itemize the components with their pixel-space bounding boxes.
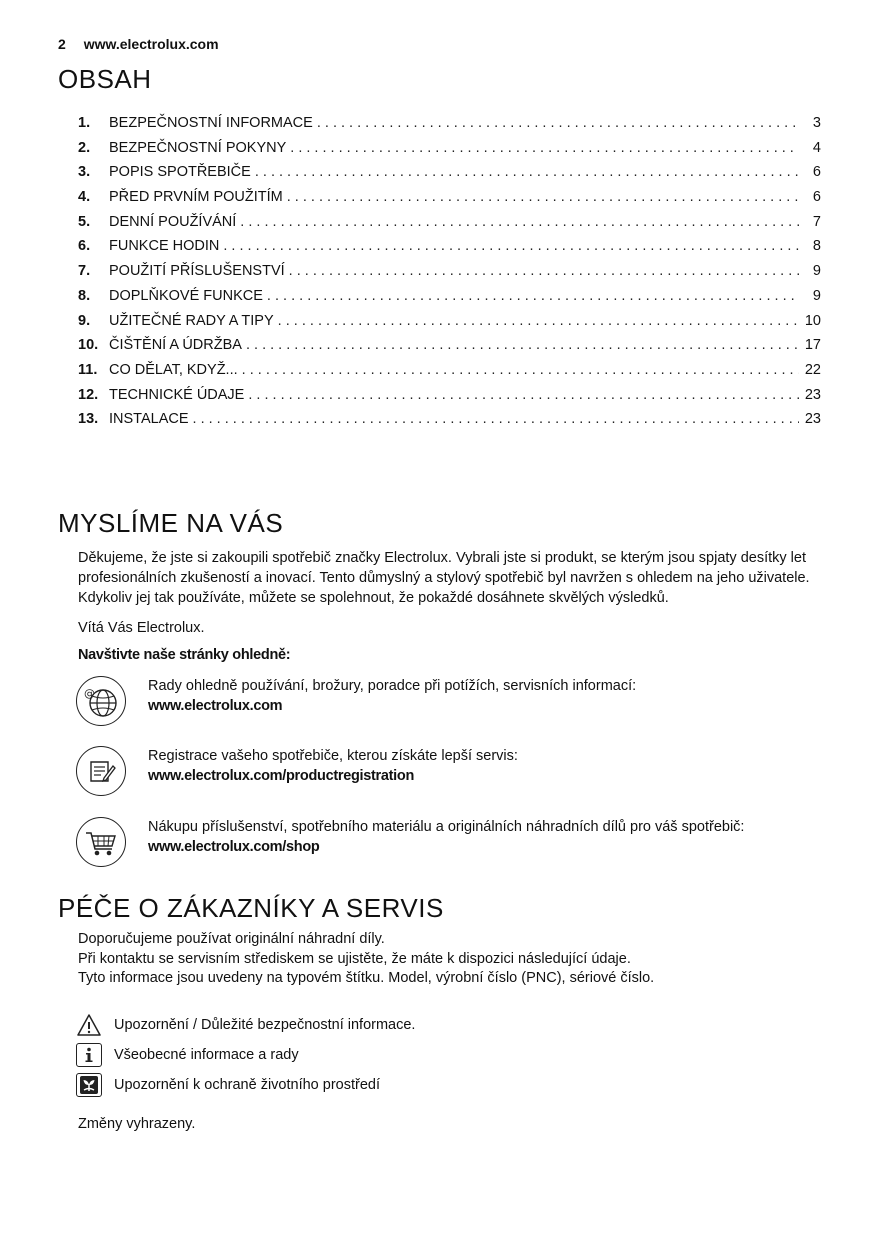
toc-item-page: 10 [804,312,821,329]
footer-note: Změny vyhrazeny. [78,1116,196,1132]
toc-item[interactable] [78,164,821,189]
service-line: Tyto informace jsou uvedeny na typovém štítku. Model, výrobní číslo (PNC), sériové číslo. [78,970,655,986]
toc-item-number: 13. [78,411,99,428]
toc-dot-leader [223,238,799,254]
toc-item-number: 5. [78,213,91,230]
toc-item[interactable] [78,263,821,288]
service-paragraph [78,930,823,989]
toc-item[interactable] [78,189,821,214]
toc-item-title: UŽITEČNÉ RADY A TIPY [109,312,274,329]
toc-dot-leader [287,189,799,205]
toc-item-page: 7 [812,213,821,230]
toc-item[interactable] [78,115,821,140]
link-product-registration[interactable]: www.electrolux.com/productregistration [148,768,415,784]
globe-icon [76,676,126,726]
toc-item-page: 23 [804,386,821,403]
toc-item[interactable] [78,313,821,338]
toc-item-page: 4 [812,139,821,156]
symbol-warning-text: Upozornění / Důležité bezpečnostní informace. [114,1017,416,1033]
info-icon [76,1043,102,1067]
toc-item-title: FUNKCE HODIN [109,238,220,255]
toc-item[interactable] [78,238,821,263]
page-header [58,36,219,52]
toc-dot-leader [255,164,799,180]
toc-item-page: 6 [812,164,821,181]
visit-item-shop-text: Nákupu příslušenství, spotřebního materiálu a originálních náhradních dílů pro váš spotřebič: [148,819,745,835]
toc-item-title: DENNÍ POUŽÍVÁNÍ [109,213,237,230]
toc-item-page: 6 [812,189,821,206]
toc-item-page: 22 [804,361,821,378]
toc-item-number: 7. [78,263,91,280]
section-title-service: PÉČE O ZÁKAZNÍKY A SERVIS [58,893,444,923]
toc-item[interactable] [78,387,821,412]
toc-dot-leader [290,140,799,156]
toc-item-page: 23 [804,411,821,428]
service-line: Doporučujeme používat originální náhradní díly. [78,931,385,947]
toc-item[interactable] [78,411,821,436]
toc-item-number: 11. [78,361,98,378]
toc-item-page: 17 [804,337,821,354]
toc-item[interactable] [78,214,821,239]
toc-item-page: 9 [812,287,821,304]
toc-title: OBSAH [58,64,152,94]
toc-item[interactable] [78,140,821,165]
toc-item-title: PŘED PRVNÍM POUŽITÍM [109,189,283,206]
toc-item-number: 2. [78,139,91,156]
symbol-warning [76,1012,415,1038]
symbol-environment [76,1072,380,1098]
toc-item-number: 3. [78,164,91,181]
toc-item[interactable] [78,288,821,313]
page-number: 2 [58,36,66,52]
visit-item-support-text: Rady ohledně používání, brožury, poradce při potížích, servisních informací: [148,678,637,694]
shopping-cart-icon [76,817,126,867]
toc-dot-leader [242,362,799,378]
toc-item-number: 6. [78,238,91,255]
warning-icon [76,1013,102,1037]
toc-dot-leader [289,263,799,279]
toc-dot-leader [193,411,799,427]
toc-item-title: POUŽITÍ PŘÍSLUŠENSTVÍ [109,263,285,280]
symbol-info [76,1042,299,1068]
svg-text:@: @ [84,687,95,700]
toc-item-title: DOPLŇKOVÉ FUNKCE [109,287,263,304]
toc-item-number: 8. [78,287,91,304]
symbol-info-text: Všeobecné informace a rady [114,1047,299,1063]
toc-item-page: 3 [812,115,821,131]
visit-item-registration-text: Registrace vašeho spotřebiče, kterou získáte lepší servis: [148,748,518,764]
toc-item-title: CO DĚLAT, KDYŽ... [109,361,238,378]
toc-dot-leader [248,387,799,403]
toc-item-title: ČIŠTĚNÍ A ÚDRŽBA [109,337,242,354]
toc-dot-leader [278,313,799,329]
toc-item-number: 1. [78,115,91,131]
visit-heading: Navštivte naše stránky ohledně: [78,647,291,663]
welcome-text: Vítá Vás Electrolux. [78,620,205,636]
registration-icon [76,746,126,796]
toc-item-title: INSTALACE [109,411,189,428]
environment-icon [76,1073,102,1097]
intro-paragraph: Děkujeme, že jste si zakoupili spotřebič značky Electrolux. Vybrali jste si produkt, se kterým jsou spjaty desítky let profesionálních zkušeností a inovací. Tento důmyslný a stylový spotřebič byl navržen s ohledem na jeho uživatele. Kdykoliv jej tak používáte, můžete se spolehnout, že pokaždé dosáhnete skvělých výsledků. [78,550,810,606]
toc-item-number: 4. [78,189,91,206]
symbol-environment-text: Upozornění k ochraně životního prostředí [114,1077,380,1093]
toc-item-title: BEZPEČNOSTNÍ INFORMACE [109,115,313,131]
service-line: Při kontaktu se servisním střediskem se ujistěte, že máte k dispozici následující údaje. [78,950,631,967]
toc-dot-leader [246,337,799,353]
toc-item-title: BEZPEČNOSTNÍ POKYNY [109,139,287,156]
toc-item[interactable] [78,362,821,387]
toc-item-page: 8 [812,238,821,255]
toc-dot-leader [240,214,799,230]
visit-item-shop [76,817,836,873]
toc-item-page: 9 [812,263,821,280]
table-of-contents [78,115,821,436]
header-site-link[interactable]: www.electrolux.com [83,36,219,52]
link-electrolux[interactable]: www.electrolux.com [148,698,283,714]
link-shop[interactable]: www.electrolux.com/shop [148,839,320,855]
toc-item[interactable] [78,337,821,362]
visit-item-registration [76,746,836,802]
toc-item-title: TECHNICKÉ ÚDAJE [109,386,245,403]
toc-item-number: 9. [78,312,91,329]
toc-item-number: 10. [78,337,99,354]
toc-item-title: POPIS SPOTŘEBIČE [109,164,251,181]
toc-item-number: 12. [78,386,99,403]
visit-item-support [76,676,836,732]
section-title-thinking: MYSLÍME NA VÁS [58,508,284,538]
toc-dot-leader [317,115,799,131]
toc-dot-leader [267,288,799,304]
